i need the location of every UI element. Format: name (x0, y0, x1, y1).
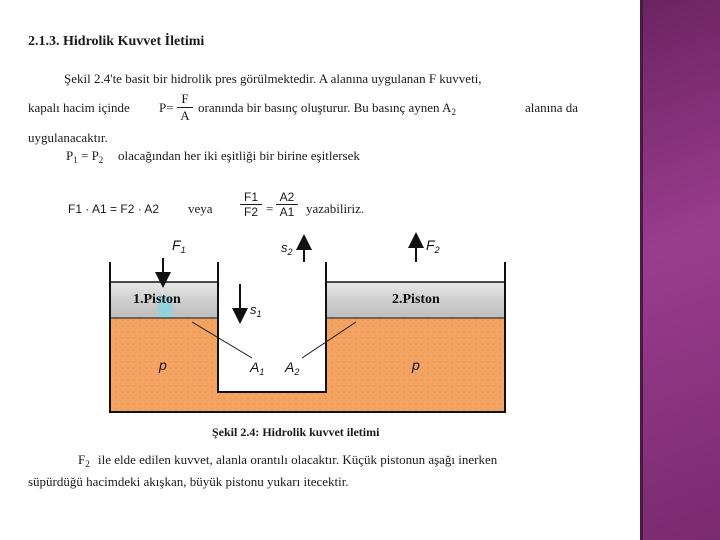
para1-line3: uygulanacaktır. (28, 130, 108, 145)
label-s2: $s_2$ (281, 240, 293, 257)
label-a1: $A_1$ (250, 359, 265, 377)
sidebar-edge (640, 0, 643, 540)
eq2-frac2-den: A1 (279, 205, 295, 219)
eq2-frac1-den: F2 (243, 205, 258, 219)
figure-caption: Şekil 2.4: Hidrolik kuvvet iletimi (212, 425, 380, 439)
eq2-frac1-num: F1 (240, 190, 262, 205)
eq2-eq-sign: = (266, 201, 274, 216)
para1-line1: Şekil 2.4'te basit bir hidrolik pres görülmektedir. A alanına uygulanan F kuvveti, (64, 71, 482, 86)
eq-p1: P (66, 148, 74, 163)
label-piston1: 1.Piston (133, 292, 181, 307)
eq-p2-sub: 2 (98, 155, 104, 165)
fluid-body (110, 318, 505, 412)
section-heading: 2.1.3. Hidrolik Kuvvet İletimi (28, 34, 205, 49)
eq2-lhs: F1 · A1 = F2 · A2 (68, 202, 160, 216)
label-a2: $A_2$ (285, 359, 300, 377)
label-piston2: 2.Piston (392, 292, 440, 307)
para2-line2: süpürdüğü hacimdeki akışkan, büyük pistonu yukarı itecektir. (28, 474, 349, 489)
label-p-right: p (412, 357, 420, 373)
label-p-left: p (159, 357, 167, 373)
para1-line2-b-text: oranında bir basınç oluşturur. Bu basınç aynen A (198, 100, 452, 115)
para2-f2-letter: F (78, 452, 86, 467)
eq-p2: = P (77, 148, 99, 163)
para1-line2-b-sub: 2 (451, 107, 456, 117)
label-f1: $F_1$ (172, 237, 186, 255)
para2-f2 (78, 452, 90, 469)
formula-p-num: F (177, 91, 193, 108)
eq2-tail: yazabiliriz. (306, 201, 365, 216)
eq-p1-sub: 1 (73, 155, 78, 165)
label-f2: $F_2$ (426, 237, 440, 255)
para2-line1: ile elde edilen kuvvet, alanla orantılı olacaktır. Küçük pistonun aşağı inerken (98, 452, 498, 467)
eq-line-text: olacağından her iki eşitliği bir birine eşitlersek (118, 148, 360, 163)
label-s1: $s_1$ (250, 302, 262, 319)
container-wall-inner (218, 262, 326, 392)
formula-p-den: A (180, 108, 190, 123)
eq2-veya: veya (188, 201, 213, 216)
para1-line2-a: kapalı hacim içinde (28, 100, 130, 115)
decorative-sidebar (640, 0, 720, 540)
para1-line2-c: alanına da (525, 100, 579, 115)
para2-f2-sub: 2 (85, 459, 90, 469)
eq2-frac2-num: A2 (276, 190, 298, 205)
formula-p-lhs: P= (159, 100, 174, 115)
